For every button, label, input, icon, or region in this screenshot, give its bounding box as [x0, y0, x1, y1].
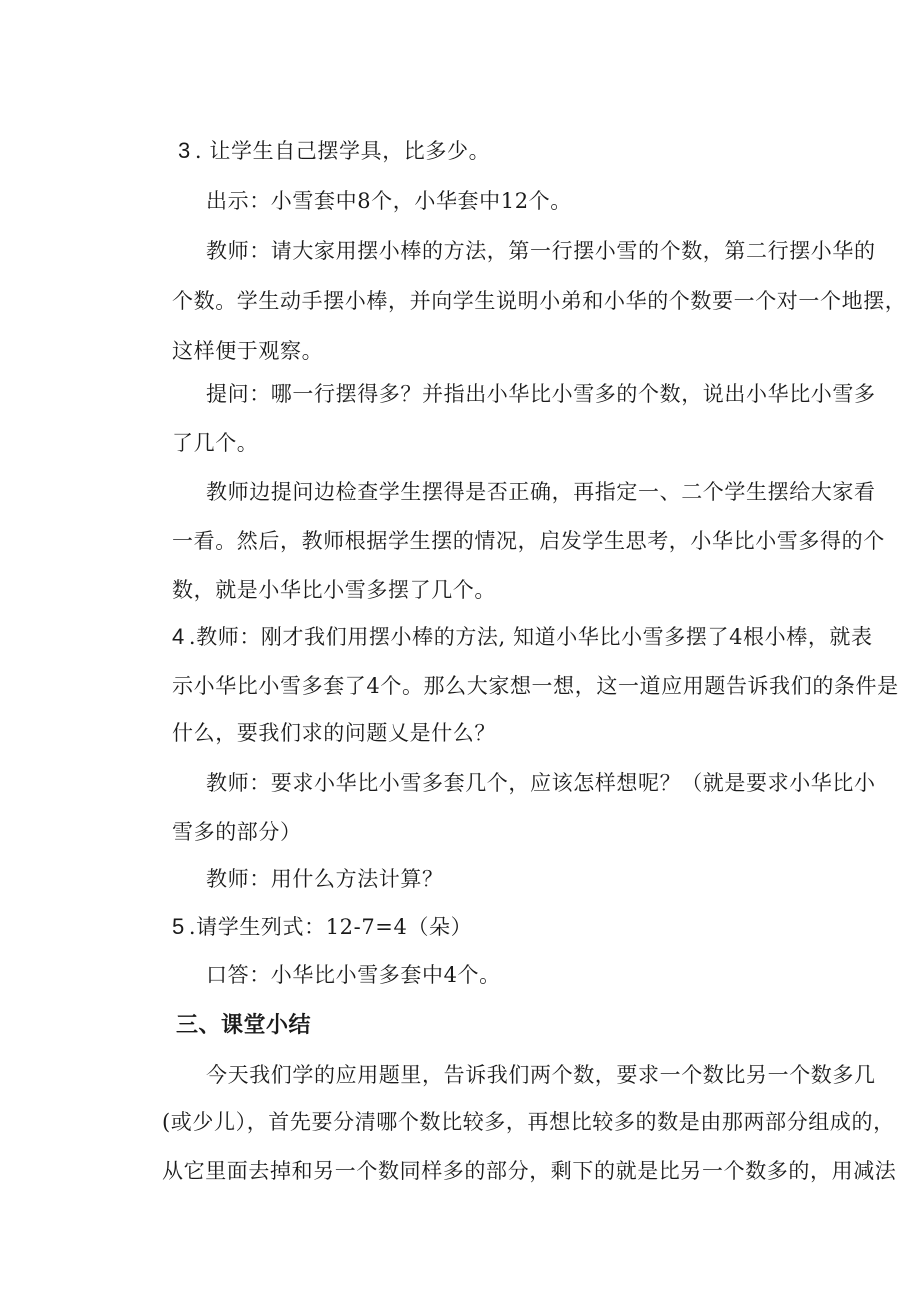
- paragraph-line: 了几个。: [172, 431, 259, 455]
- paragraph-line: 示小华比小雪多套了4个。那么大家想一想，这一道应用题告诉我们的条件是: [172, 674, 899, 698]
- paragraph-line: 教师：用什么方法计算？: [206, 867, 444, 891]
- item-4: [172, 622, 873, 652]
- item-text: .教师：刚才我们用摆小棒的方法, 知道小华比小雪多摆了4根小棒，就表: [188, 625, 873, 649]
- paragraph-line: 口答：小华比小雪多套中4个。: [206, 963, 501, 987]
- item-number: 3: [178, 138, 191, 163]
- item-number: 5: [172, 914, 185, 939]
- item-text: . 让学生自己摆学具，比多少。: [194, 139, 491, 163]
- paragraph-line: 这样便于观察。: [172, 339, 324, 363]
- item-3: [178, 136, 490, 166]
- paragraph-line: 教师：请大家用摆小棒的方法，第一行摆小雪的个数，第二行摆小华的: [206, 239, 876, 263]
- paragraph-line: 一看。然后，教师根据学生摆的情况，启发学生思考，小华比小雪多得的个: [172, 529, 885, 553]
- section-heading: 三、课堂小结: [176, 1012, 312, 1037]
- item-text: .请学生列式：12-7=4（朵）: [188, 915, 473, 939]
- paragraph-line: 什么，要我们求的问题乂是什么？: [172, 721, 496, 745]
- item-5: [172, 912, 472, 942]
- paragraph-line: 提问：哪一行摆得多？并指出小华比小雪多的个数，说出小华比小雪多: [206, 382, 876, 406]
- paragraph-line: 从它里面去掉和另一个数同样多的部分，剩下的就是比另一个数多的，用减法: [162, 1159, 897, 1183]
- paragraph-line: 今天我们学的应用题里，告诉我们两个数，要求一个数比另一个数多几: [206, 1063, 876, 1087]
- paragraph-line: 数，就是小华比小雪多摆了几个。: [172, 578, 496, 602]
- paragraph-line: 个数。学生动手摆小棒，并向学生说明小弟和小华的个数要一个对一个地摆，: [172, 289, 907, 313]
- paragraph-line: 雪多的部分）: [172, 820, 302, 844]
- item-number: 4: [172, 624, 185, 649]
- paragraph-line: (或少儿），首先要分清哪个数比较多，再想比较多的数是由那两部分组成的，: [162, 1110, 895, 1134]
- paragraph-line: 出示：小雪套中8个，小华套中12个。: [206, 189, 572, 213]
- paragraph-line: 教师：要求小华比小雪多套几个，应该怎样想呢？（就是要求小华比小: [206, 771, 876, 795]
- paragraph-line: 教师边提问边检查学生摆得是否正确，再指定一、二个学生摆给大家看: [206, 480, 876, 504]
